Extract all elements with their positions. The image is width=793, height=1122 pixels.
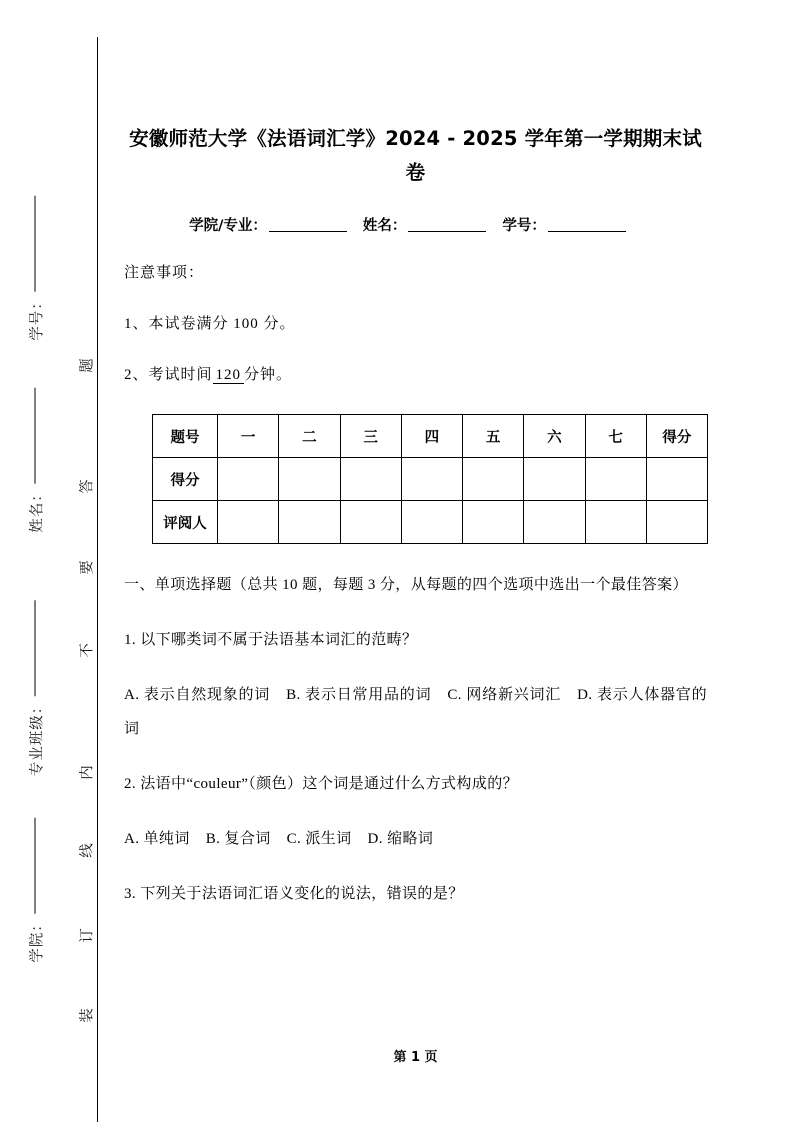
question-1-text bbox=[124, 623, 707, 657]
option-c[interactable]: C. 网络新兴词汇 bbox=[447, 687, 562, 703]
question-1-options bbox=[124, 678, 707, 746]
score-table-cell[interactable] bbox=[524, 501, 585, 544]
score-table-cell[interactable] bbox=[646, 458, 707, 501]
score-table-cell[interactable] bbox=[340, 458, 401, 501]
question-2-number: 2. bbox=[124, 776, 137, 792]
option-b[interactable]: B. 复合词 bbox=[205, 831, 271, 847]
student-info-line bbox=[124, 214, 707, 235]
option-b[interactable]: B. 表示日常用品的词 bbox=[286, 687, 432, 703]
score-table bbox=[152, 414, 708, 544]
question-2-text bbox=[124, 767, 707, 801]
option-d[interactable]: D. 表示人体器官的词 bbox=[124, 687, 708, 737]
score-table-cell[interactable] bbox=[279, 458, 340, 501]
option-d[interactable]: D. 缩略词 bbox=[367, 831, 434, 847]
score-table-cell[interactable] bbox=[585, 501, 646, 544]
score-table-cell[interactable] bbox=[218, 458, 279, 501]
field-name-label: 姓名： bbox=[362, 218, 407, 234]
field-student-id bbox=[502, 218, 632, 234]
seal-label-name: 姓名： bbox=[26, 388, 47, 533]
section-heading-1: 一、单项选择题（总共 10 题，每题 3 分，从每题的四个选项中选出一个最佳答案） bbox=[124, 577, 688, 593]
score-table-cell[interactable] bbox=[463, 458, 524, 501]
notice-item-total-score bbox=[124, 312, 707, 333]
seal-label-blank-rule bbox=[35, 388, 36, 484]
question-3-text bbox=[124, 877, 707, 911]
option-a[interactable]: A. 表示自然现象的词 bbox=[124, 687, 271, 703]
exam-paper-body bbox=[124, 0, 707, 1122]
notice-item-duration bbox=[124, 363, 707, 384]
seal-char: 订 bbox=[79, 928, 96, 943]
score-table-container bbox=[124, 414, 707, 544]
score-table-header-cell: 五 bbox=[463, 415, 524, 458]
notice-item-duration-suffix: 分钟。 bbox=[244, 367, 293, 383]
field-college-major-label: 学院/专业： bbox=[189, 218, 267, 234]
sealing-margin-vertical-text bbox=[74, 0, 98, 1122]
score-table-header-cell: 七 bbox=[585, 415, 646, 458]
notice-heading: 注意事项： bbox=[124, 265, 205, 281]
score-table-cell[interactable] bbox=[585, 458, 646, 501]
field-college-major-blank[interactable] bbox=[269, 231, 347, 232]
sealing-margin-labels bbox=[0, 0, 72, 1122]
notice-item-duration-prefix: 2、考试时间 bbox=[124, 367, 213, 383]
score-table-header-cell: 二 bbox=[279, 415, 340, 458]
table-row bbox=[153, 458, 708, 501]
question-2-body: 法语中“couleur”（颜色）这个词是通过什么方式构成的？ bbox=[140, 776, 519, 792]
option-a[interactable]: A. 单纯词 bbox=[124, 831, 190, 847]
page-title: 安徽师范大学《法语词汇学》2024 - 2025 学年第一学期期末试卷 bbox=[129, 127, 702, 184]
option-c[interactable]: C. 派生词 bbox=[286, 831, 352, 847]
seal-label-college: 学院： bbox=[26, 818, 47, 963]
question-3-number: 3. bbox=[124, 886, 137, 902]
seal-label-class: 专业班级： bbox=[26, 601, 47, 777]
field-student-id-label: 学号： bbox=[502, 218, 546, 234]
score-table-cell[interactable] bbox=[646, 501, 707, 544]
score-table-cell[interactable] bbox=[401, 458, 462, 501]
score-table-cell[interactable] bbox=[218, 501, 279, 544]
seal-char: 答 bbox=[79, 479, 96, 494]
score-table-header-cell: 六 bbox=[524, 415, 585, 458]
score-table-cell[interactable] bbox=[279, 501, 340, 544]
score-table-header-cell: 题号 bbox=[153, 415, 218, 458]
seal-char: 线 bbox=[79, 843, 96, 858]
seal-char: 题 bbox=[79, 358, 96, 373]
question-2-options bbox=[124, 822, 707, 856]
score-table-cell[interactable] bbox=[524, 458, 585, 501]
score-table-header-cell: 得分 bbox=[646, 415, 707, 458]
question-3-body: 下列关于法语词汇语义变化的说法，错误的是？ bbox=[140, 886, 464, 902]
field-name-blank[interactable] bbox=[408, 231, 486, 232]
seal-label-blank-rule bbox=[35, 601, 36, 697]
question-1-number: 1. bbox=[124, 632, 137, 648]
score-table-cell[interactable] bbox=[463, 501, 524, 544]
score-table-header-cell: 一 bbox=[218, 415, 279, 458]
seal-char: 装 bbox=[79, 1008, 96, 1023]
field-name bbox=[363, 218, 493, 234]
field-college-major bbox=[189, 218, 353, 234]
score-table-row-label: 评阅人 bbox=[153, 501, 218, 544]
seal-label-student-id: 学号： bbox=[26, 196, 47, 341]
score-table-row-label: 得分 bbox=[153, 458, 218, 501]
seal-char: 要 bbox=[79, 560, 96, 575]
notice-item-duration-value: 120 bbox=[213, 367, 245, 384]
seal-char: 内 bbox=[79, 765, 96, 780]
score-table-cell[interactable] bbox=[401, 501, 462, 544]
table-row-header bbox=[153, 415, 708, 458]
score-table-header-cell: 三 bbox=[340, 415, 401, 458]
score-table-cell[interactable] bbox=[340, 501, 401, 544]
table-row bbox=[153, 501, 708, 544]
score-table-header-cell: 四 bbox=[401, 415, 462, 458]
page-number-footer: 第 1 页 bbox=[393, 1050, 438, 1065]
seal-char: 不 bbox=[79, 643, 96, 658]
seal-label-blank-rule bbox=[35, 818, 36, 914]
question-1-body: 以下哪类词不属于法语基本词汇的范畴？ bbox=[140, 632, 418, 648]
seal-label-blank-rule bbox=[35, 196, 36, 292]
field-student-id-blank[interactable] bbox=[548, 231, 626, 232]
notice-item-total-score-text: 1、本试卷满分 100 分。 bbox=[124, 316, 296, 332]
